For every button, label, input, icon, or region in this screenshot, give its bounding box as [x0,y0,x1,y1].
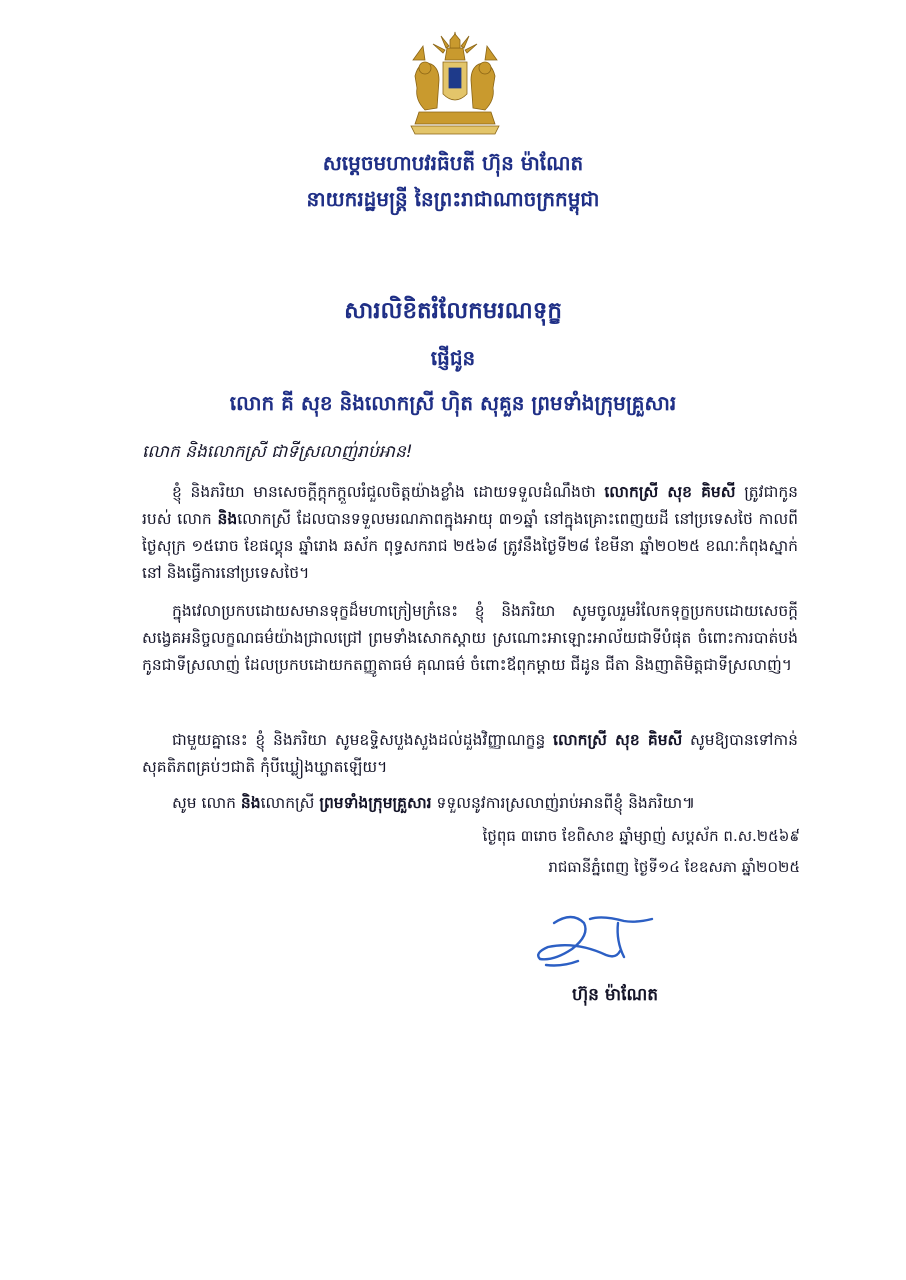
para4-bold-family: ព្រមទាំងក្រុមគ្រួសារ [319,794,432,812]
paragraph-1 [142,479,798,587]
para1-text-b: ត្រូវជាកូនរបស់ លោក [142,483,798,528]
paragraph-3 [142,727,798,781]
date-lunar: ថ្ងៃពុធ ៣រោច ខែពិសាខ ឆ្នាំម្សាញ់ សប្តស័ក ព.ស.២៥៦៩ [482,827,800,845]
para3-text-a: ជាមួយគ្នានេះ ខ្ញុំ និងភរិយា សូមឧទ្ទិសបួងសួងដល់ដួងវិញ្ញាណក្ខន្ធ [172,731,546,749]
para4-text-a: សូម លោក [172,794,236,812]
paragraph-2 [142,598,798,679]
sender-name: សម្ដេចមហាបវរធិបតី ហ៊ុន ម៉ាណែត [322,151,584,175]
letter-title: សារលិខិតរំលែកមរណទុក្ខ [344,298,562,324]
para2-text: ក្នុងវេលាប្រកបដោយសមានទុក្ខដ៏មហាក្រៀមក្រំនេះ ខ្ញុំ និងភរិយា សូមចូលរួមរំលែកទុក្ខប្រកបដោយសេចក្ដីសង្វេគអនិច្ចលក្ខណធម៌យ៉ាងជ្រាលជ្រៅ ព្រមទាំងសោកស្ដាយ ស្រណោះអាឡោះអាល័យជាទីបំផុត ចំពោះការបាត់បង់កូនជាទីស្រលាញ់ ដែលប្រកបដោយកតញ្ញូតាធម៌ គុណធម៌ ចំពោះឪពុកម្ដាយ ជីដូន ជីតា និងញាតិមិត្តជាទីស្រលាញ់។ [142,602,798,674]
para1-bold-and: និង [217,510,238,528]
para4-bold-and: និង [240,794,261,812]
salutation: លោក និងលោកស្រី ជាទីស្រលាញ់រាប់អាន! [142,442,413,462]
royal-coat-of-arms-icon [405,30,505,138]
recipients: លោក គី សុខ និងលោកស្រី ហ៊ិត សុគួន ព្រមទាំងក្រុមគ្រួសារ [229,391,677,415]
para1-text-c: លោកស្រី ដែលបានទទួលមរណភាពក្នុងអាយុ ៣១ឆ្នាំ នៅក្នុងគ្រោះពេញយដី នៅប្រទេសថៃ កាលពីថ្ងៃសុក្រ ១៥រោច ខែផល្គុន ឆ្នាំរោង ឆស័ក ពុទ្ធសករាជ ២៥៦៨ ត្រូវនឹងថ្ងៃទី២៨ ខែមីនា ឆ្នាំ២០២៥ ខណៈកំពុងស្នាក់នៅ និងធ្វើការនៅប្រទេសថៃ។ [142,510,798,582]
deceased-name-2: លោកស្រី សុខ គិមសី [553,731,683,749]
sent-to-label: ផ្ញើជូន [430,346,476,370]
handwritten-signature-icon [532,905,662,977]
signer-name: ហ៊ុន ម៉ាណែត [571,985,659,1005]
para4-text-c: ទទួលនូវការស្រលាញ់រាប់អានពីខ្ញុំ និងភរិយា៕ [436,794,696,812]
deceased-name: លោកស្រី សុខ គិមសី [604,483,736,501]
paragraph-4 [142,790,798,817]
sender-office: នាយករដ្ឋមន្ត្រី នៃព្រះរាជាណាចក្រកម្ពុជា [306,187,600,211]
para1-text-a: ខ្ញុំ និងភរិយា មានសេចក្ដីក្ដុកក្ដួលរំជួលចិត្តយ៉ាងខ្លាំង ដោយទទួលដំណឹងថា [172,483,596,501]
para3-text-b: សូមឱ្យបានទៅកាន់សុគតិភពគ្រប់ៗជាតិ កុំបីឃ្លៀងឃ្លាតឡើយ។ [142,731,798,776]
para4-text-b: លោកស្រី [260,794,315,812]
date-solar: រាជធានីភ្នំពេញ ថ្ងៃទី១៤ ខែឧសភា ឆ្នាំ២០២៥ [548,858,800,876]
